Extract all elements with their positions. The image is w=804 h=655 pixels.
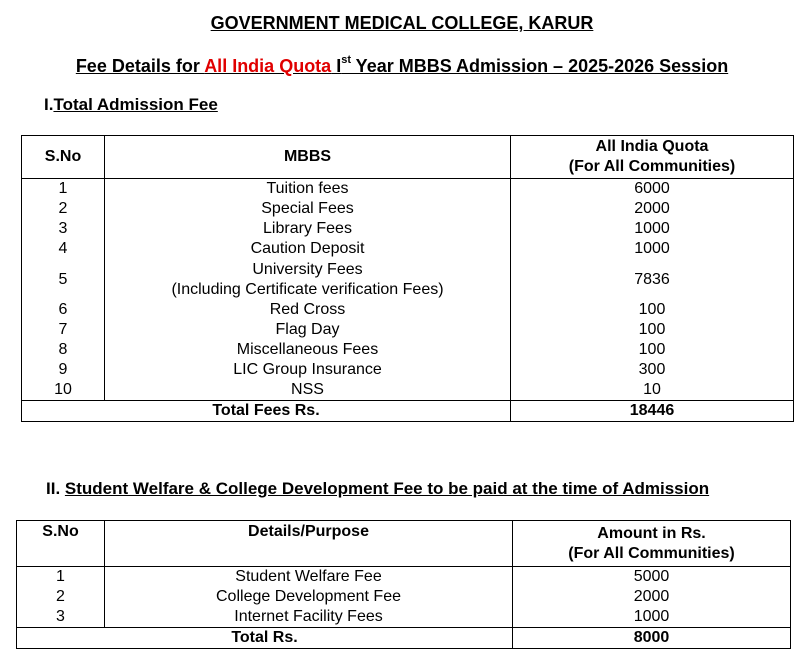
row-item [105, 259, 511, 300]
row-amount: 100 [511, 300, 794, 320]
row-item-label: Student Welfare Fee [235, 568, 382, 585]
table-row [17, 587, 791, 607]
row-item [105, 360, 511, 380]
row-item [105, 199, 511, 219]
header-amount-line2: (For All Communities) [568, 158, 736, 175]
header-amount [513, 521, 791, 567]
total-value: 18446 [511, 401, 794, 422]
table-row [22, 259, 794, 300]
row-sno: 3 [17, 607, 105, 628]
section1-title [44, 95, 218, 115]
row-sno: 3 [22, 219, 105, 239]
quota-highlight: All India Quota [204, 56, 332, 76]
header-amount [511, 136, 794, 179]
row-amount: 1000 [511, 239, 794, 259]
row-amount: 2000 [511, 199, 794, 219]
header-item: Details/Purpose [105, 521, 513, 567]
row-sno: 9 [22, 360, 105, 380]
row-amount: 100 [511, 340, 794, 360]
row-sno: 5 [22, 259, 105, 300]
row-item [105, 239, 511, 259]
welfare-fee-table [16, 520, 791, 649]
row-item-label: Internet Facility Fees [234, 608, 383, 625]
row-sno: 2 [22, 199, 105, 219]
table-row [22, 340, 794, 360]
header-sno: S.No [17, 521, 105, 567]
table-row [17, 567, 791, 588]
total-row [22, 401, 794, 422]
row-item-label: LIC Group Insurance [233, 361, 382, 378]
row-item-label: Red Cross [269, 301, 346, 318]
row-item-label: Library Fees [263, 220, 352, 237]
row-amount: 100 [511, 320, 794, 340]
section2-title [46, 479, 709, 499]
header-amount-line2: (For All Communities) [568, 544, 735, 562]
row-sno: 1 [17, 567, 105, 588]
table-row [22, 219, 794, 239]
table-row [22, 360, 794, 380]
total-value: 8000 [513, 628, 791, 649]
table-row [17, 607, 791, 628]
row-item [105, 320, 511, 340]
row-sno: 2 [17, 587, 105, 607]
header-item: MBBS [105, 136, 511, 179]
ordinal-suffix: st [341, 54, 351, 66]
header-amount-line1: Amount in Rs. [597, 524, 706, 542]
row-item-label: Flag Day [275, 321, 340, 338]
section1-title-text: Total Admission Fee [53, 95, 218, 114]
row-item [105, 567, 513, 588]
row-item-label: Special Fees [261, 200, 354, 217]
row-sno: 4 [22, 239, 105, 259]
table-row [22, 380, 794, 401]
row-sno: 8 [22, 340, 105, 360]
fee-details-heading [0, 56, 804, 77]
header-amount-line1: All India Quota [595, 138, 709, 155]
ordinal-number: I [331, 56, 342, 76]
table-row [22, 199, 794, 219]
section2-number: II. [46, 479, 61, 498]
section1-number: I. [44, 95, 54, 114]
table-row [22, 239, 794, 259]
row-amount: 1000 [511, 219, 794, 239]
row-item [105, 179, 511, 200]
row-item-label: College Development Fee [216, 588, 401, 605]
college-name-title: GOVERNMENT MEDICAL COLLEGE, KARUR [210, 13, 594, 33]
row-sno: 6 [22, 300, 105, 320]
fee-heading-rest: Year MBBS Admission – 2025-2026 Session [351, 56, 729, 76]
row-amount: 7836 [511, 259, 794, 300]
row-amount: 10 [511, 380, 794, 401]
row-item-label: NSS [291, 381, 324, 398]
row-sno: 1 [22, 179, 105, 200]
table-row [22, 320, 794, 340]
header-sno: S.No [22, 136, 105, 179]
row-item-label: Caution Deposit [250, 240, 365, 257]
fee-heading-prefix: Fee Details for [75, 56, 205, 76]
row-item-label: University Fees [252, 260, 363, 278]
row-amount: 300 [511, 360, 794, 380]
row-item-label: Tuition fees [266, 180, 349, 197]
total-label: Total Rs. [17, 628, 513, 649]
row-amount: 1000 [513, 607, 791, 628]
row-sno: 10 [22, 380, 105, 401]
total-label: Total Fees Rs. [22, 401, 511, 422]
table-row [22, 300, 794, 320]
total-row [17, 628, 791, 649]
row-item [105, 380, 511, 401]
row-item-label: Miscellaneous Fees [236, 341, 379, 358]
row-item [105, 587, 513, 607]
admission-fee-table [21, 135, 794, 422]
row-item [105, 607, 513, 628]
row-amount: 5000 [513, 567, 791, 588]
row-sno: 7 [22, 320, 105, 340]
row-item [105, 219, 511, 239]
row-amount: 6000 [511, 179, 794, 200]
row-item-note: (Including Certificate verification Fees) [171, 280, 444, 298]
table-header-row [17, 521, 791, 567]
row-item [105, 340, 511, 360]
table-header-row [22, 136, 794, 179]
table-row [22, 179, 794, 200]
row-amount: 2000 [513, 587, 791, 607]
row-item [105, 300, 511, 320]
section2-title-text: Student Welfare & College Development Fee to be paid at the time of Admission [64, 479, 710, 498]
